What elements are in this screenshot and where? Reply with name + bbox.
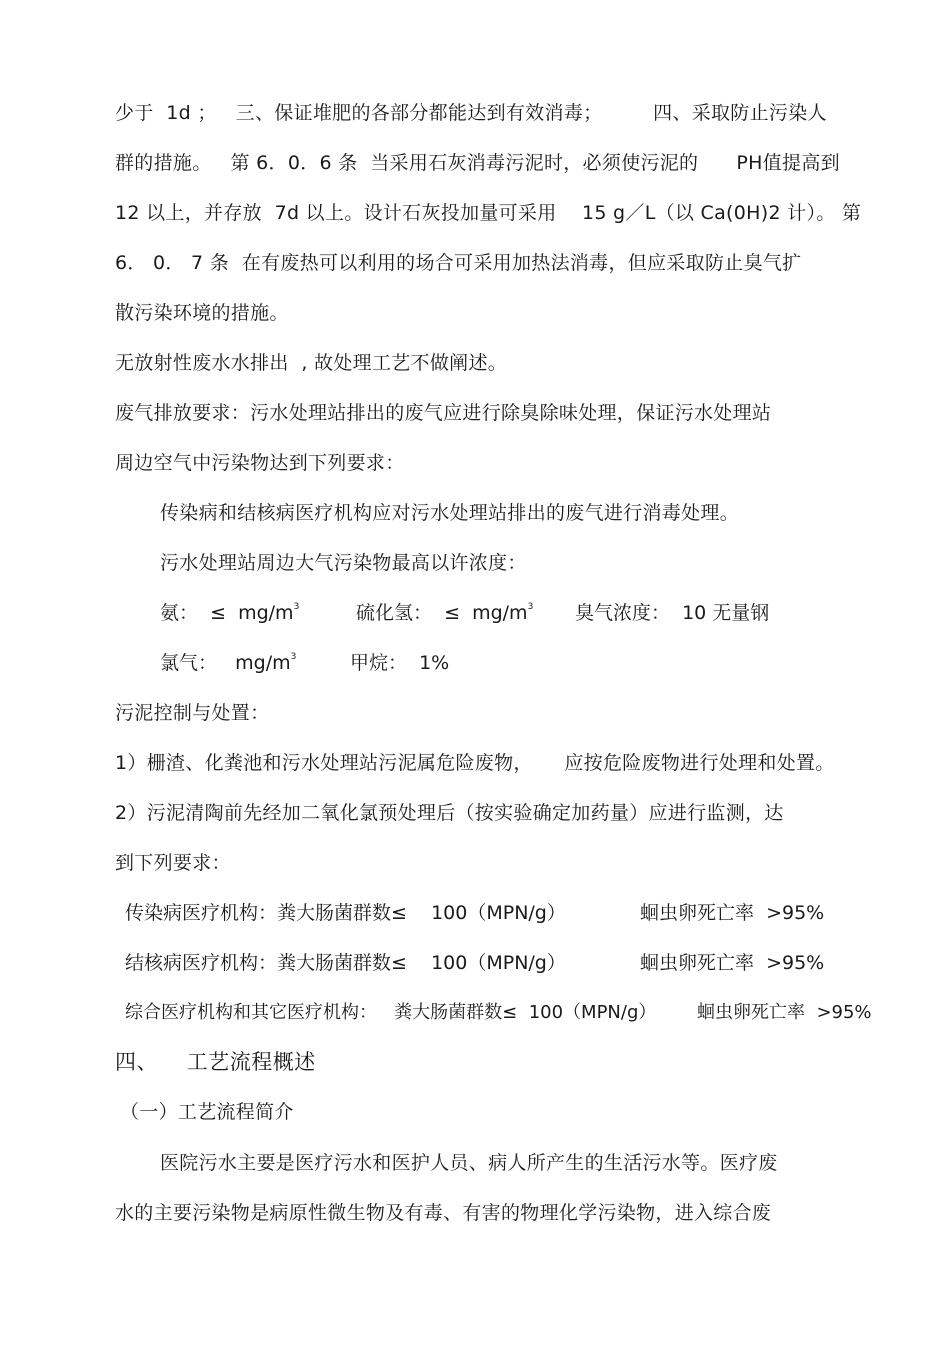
exhaust-detail-line: 污水处理站周边大气污染物最高以许浓度：: [160, 552, 527, 574]
intro-line: 水的主要污染物是病原性微生物及有毒、有害的物理化学污染物，进入综合废: [115, 1202, 772, 1224]
chlorine-limit: 氯气： $mg/m^3$: [160, 652, 297, 674]
exhaust-requirement-line: 周边空气中污染物达到下列要求：: [115, 452, 405, 474]
sludge-item: 2）污泥清陶前先经加二氧化氯预处理后（按实验确定加药量）应进行监测，达: [115, 802, 784, 824]
section-heading: 四、 工艺流程概述: [115, 1050, 316, 1074]
requirement-org: 综合医疗机构和其它医疗机构： 粪大肠菌群数≤ 100（MPN/g）: [125, 1002, 657, 1023]
exhaust-requirement-line: 废气排放要求：污水处理站排出的废气应进行除臭除味处理，保证污水处理站: [115, 402, 772, 424]
methane-limit: 甲烷： 1%: [350, 652, 450, 674]
requirement-egg-rate: 蛔虫卵死亡率 >95%: [640, 952, 825, 974]
body-text-line: 少于 1d ； 三、保证堆肥的各部分都能达到有效消毒； 四、采取防止污染人: [115, 102, 827, 124]
requirement-egg-rate: 蛔虫卵死亡率 >95%: [697, 1002, 872, 1023]
requirement-org: 传染病医疗机构：粪大肠菌群数≤ 100（MPN/g）: [125, 902, 566, 924]
requirement-org: 结核病医疗机构：粪大肠菌群数≤ 100（MPN/g）: [125, 952, 566, 974]
ammonia-limit: 氨： ≤ $mg/m^3$: [160, 602, 300, 624]
body-text-line: 散污染环境的措施。: [115, 302, 289, 324]
sludge-item: 1）栅渣、化粪池和污水处理站污泥属危险废物， 应按危险废物进行处理和处置。: [115, 752, 835, 774]
sludge-title: 污泥控制与处置：: [115, 702, 270, 724]
body-text-line: 12 以上，并存放 7d 以上。设计石灰投加量可采用 15 g／L（以 Ca(0H)2 计）。 第: [115, 202, 862, 224]
body-text-line: 6． 0． 7 条 在有废热可以利用的场合可采用加热法消毒，但应采取防止臭气扩: [115, 252, 802, 274]
body-text-line: 群的措施。 第 6．0．6 条 当采用石灰消毒污泥时，必须使污泥的 PH值提高到: [115, 152, 840, 174]
h2s-limit: 硫化氢： ≤ $mg/m^3$: [356, 602, 534, 624]
exhaust-detail-line: 传染病和结核病医疗机构应对污水处理站排出的废气进行消毒处理。: [160, 502, 740, 524]
subsection-heading: （一）工艺流程简介: [120, 1101, 294, 1123]
odor-limit: 臭气浓度： 10 无量钢: [575, 602, 770, 624]
intro-line: 医院污水主要是医疗污水和医护人员、病人所产生的生活污水等。医疗废: [160, 1152, 778, 1174]
requirement-egg-rate: 蛔虫卵死亡率 >95%: [640, 902, 825, 924]
radioactive-note: 无放射性废水水排出 , 故处理工艺不做阐述。: [115, 352, 508, 374]
sludge-item: 到下列要求：: [115, 852, 231, 874]
